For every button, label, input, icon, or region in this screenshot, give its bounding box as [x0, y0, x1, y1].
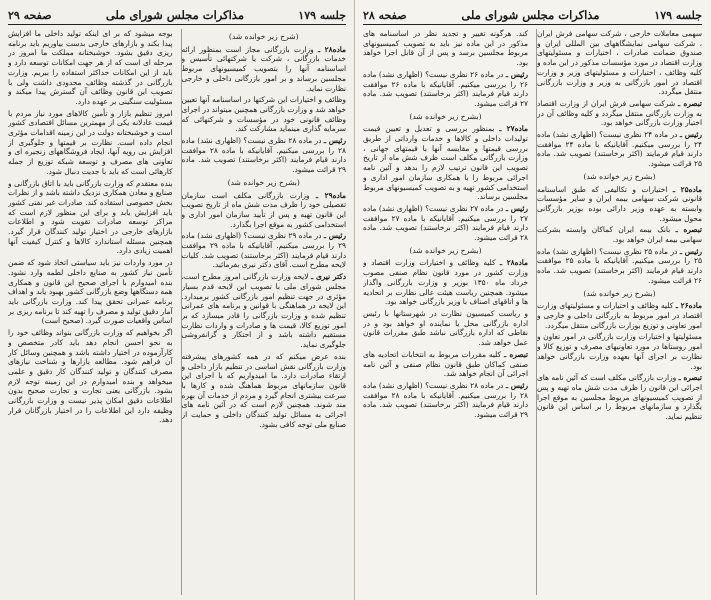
paragraph [8, 258, 173, 326]
paragraph [8, 29, 173, 107]
speaker-label: ماده۲۵ ـ [672, 184, 702, 194]
paragraph-text: در ماده ۲۴ نظری نیست؟ (اظهاری نشد) ماده ۲۴ را بررسی میکنیم. آقایانیکه با ماده ۲۴ موافقت دارند قیام فرمایند (اکثر برخاستند) تصویب شد. ماده ۲۵ قرائت میشود. [537, 130, 702, 169]
paragraph [537, 373, 702, 422]
reading-note: (بشرح زیر خوانده شد) [227, 177, 300, 187]
paragraph [182, 95, 347, 134]
paragraph-text: اگر بخواهیم که وزارت بازرگانی بتواند وظائف خود را به نحو احسن انجام دهد باید کادر متخصص و کارآزموده در اختیار داشته باشد و همچنین وسائل کار آن فراهم شود. مطالعه بازارها و شناخت نیازهای مصرف کنندگان و تولید کنندگان کار دقیق و علمی میخواهد و بنده امیدوارم در این زمینه توجه لازم بشود. بازرگانی یعنی تجارت و تجارت صحیح بدون اطلاعات دقیق امکان پذیر نیست و وزارت بازرگانی وظیفه دارد این اطلاعات را در اختیار بازرگانان قرار دهد. [8, 328, 173, 425]
paragraph [182, 191, 347, 230]
paragraph [537, 99, 702, 128]
paragraph [363, 309, 528, 348]
speaker-label: رئیس ـ [505, 69, 528, 79]
paragraph-text: وزارت بازرگانی مکلف است سازمان تفصیلی خود را ظرف مدت شش ماه از تاریخ تصویب این قانون تهیه و پس از تأیید سازمان امور اداری و استخدامی کشور به موقع اجرا بگذارد. [181, 190, 346, 229]
paragraph [182, 352, 347, 430]
paragraph-text: کلیه وظائف و اختیارات وزارت اقتصاد و وزارت کشور در مورد قانون نظام صنفی مصوب خرداد ماه ۱۳۵۰ بوزیر و وزارت بازرگانی واگذار میشود. همچنین ریاست هیئت عالی نظارت بر اتحادیه ها و اتاقهای اصناف با وزیر بازرگانی خواهد بود. [363, 258, 528, 307]
paragraph [182, 45, 347, 94]
speaker-label: ماده۲۸ ـ [499, 258, 528, 268]
paragraph-text: در ماده ۲۹ نظری نیست؟ (اظهاری نشد) ماده ۲۹ را بررسی میکنیم. آقایانیکه با ماده ۲۹ موافقت دارند قیام فرمایند (اکثر برخاستند) تصویب شد. کلیات لایحه مطرح است. آقای دکتر نیری بفرمائید. [181, 231, 346, 270]
paragraph-text: اختیارات و تکالیفی که طبق اساسنامه قانونی شرکت سهامی بیمه ایران و سایر مؤسسات وابسته به عهده وزیر دارائی بوده بوزیر بازرگانی محول میشود. [537, 184, 702, 223]
reading-note: (بشرح زیر خوانده شد) [583, 171, 656, 181]
paragraph-text: در ماده ۲۷ نظری نیست؟ (اظهاری نشد) ماده ۲۷ را بررسی میکنیم. آقایانیکه با ماده ۲۷ موافقت دارند قیام فرمایند (اکثر برخاستند) تصویب شد. ماده ۲۸ قرائت میشود. [363, 203, 528, 243]
reading-note: (شرح زیر خوانده شد) [228, 32, 299, 41]
paragraph [363, 258, 528, 307]
page-header [363, 6, 702, 25]
paragraph [8, 328, 173, 425]
publication-title: مذاکرات مجلس شورای ملی [105, 8, 245, 22]
paragraph [182, 231, 347, 270]
paragraph-text: در ماده ۲۵ نظری نیست؟ (اظهاری نشد) ماده ۲۵ را بررسی میکنیم. آقایانیکه با ماده ۲۵ موافقت دارند قیام فرمایند (اکثر برخاستند) تصویب شد. ماده ۲۶ قرائت میشود. [537, 246, 702, 285]
speaker-label: رئیس ـ [505, 380, 528, 390]
paragraph-text: وزارت بازرگانی مکلف است که آئین نامه های اجرائی این قانون را ظرف مدت شش ماه تهیه و پس از تصویب کمیسیونهای مربوط مجلسین به موقع اجرا بگذارد و سازمانهای مربوط را بر اساس این قانون تنظیم نماید. [537, 373, 702, 422]
paragraph-text: وزارت بازرگانی مجاز است بمنظور ارائه خدمات بازرگانی ، شرکت یا شرکتهائی تأسیس و اساسنامه آنها را بتصویب کمیسیونهای مربوط مجلسین برساند و بر امور بازرگانی داخلی و خارجی نظارت نماید. [181, 44, 346, 93]
speaker-label: دکتر نیری ـ [311, 272, 346, 282]
paragraph-text: بنده عرض میکنم که در همه کشورهای پیشرفته وزارت بازرگانی نقش اساسی در تنظیم بازار داخلی و ارتقاء صادرات دارد. ما امیدواریم که با اجرای این قانون سازمانهای مربوط هماهنگ شده و کارها با سرعت بیشتری انجام گیرد و مردم از خدمات آن بهره مند شوند. همچنین لازم است که در آئین نامه های اجرائی به مسائل تولید کنندگان داخلی و حمایت از صنایع ملی توجه کافی بشود. [181, 351, 346, 429]
speaker-label: رئیس ـ [323, 231, 346, 241]
speaker-label: ماده۲۷ ـ [499, 124, 528, 134]
speaker-label: رئیس ـ [505, 203, 528, 213]
paragraph [537, 225, 702, 244]
paragraph [182, 272, 347, 350]
paragraph-text: در ماده ۲۸ نظری نیست؟ (اظهاری نشد) ماده ۲۸ را بررسی میکنیم. آقایانیکه با ماده ۲۸ موافقت دارند قیام فرمایند (اکثر برخاستند) تصویب شد. ماده ۲۹ قرائت میشود. [363, 380, 528, 420]
speaker-label: ماده۲۶ ـ [675, 301, 702, 311]
paragraph-text: امروز تنظیم بازار و تأمین کالاهای مورد نیاز مردم با قیمت عادلانه یکی از مهمترین مسائل اقتصادی کشور است و خوشبختانه دولت در این زمینه اقدامات مؤثری انجام داده است. نظارت بر قیمتها و جلوگیری از افزایش بی رویه آنها، ایجاد فروشگاههای زنجیره ای و تعاونی های مصرف و توسعه شبکه توزیع از جمله کارهائی است که باید با جدیت دنبال شود. [8, 108, 173, 176]
text-column-left [8, 29, 173, 595]
paragraph [8, 109, 173, 177]
publication-title: مذاکرات مجلس شورای ملی [461, 8, 600, 22]
speaker-label: رئیس ـ [679, 246, 702, 256]
paragraph-text: مسئولیتها و اختیارات وزارت بازرگانی در امور تعاون و امور روستاها در مورد تعاونیهای مصرف و توزیع کالا و نظارت بر اجرای آنها بعهده وزارت بازرگانی خواهد بود. [537, 332, 702, 371]
paragraph [537, 130, 702, 169]
text-column-right [536, 29, 702, 595]
paragraph [363, 124, 528, 202]
paragraph-text: بانک بیمه ایران کماکان وابسته بشرکت سهامی بیمه ایران خواهد بود. [537, 225, 702, 245]
reading-note: (بشرح زیر خوانده شد) [583, 288, 656, 298]
text-columns [363, 29, 702, 595]
paragraph-text: لایحه وزارت بازرگانی امروز مطرح است، مجلس شورای ملی با تصویب این لایحه قدم بسیار مؤثری در جهت تنظیم امور بازرگانی کشور برمیدارد. این لایحه در هماهنگی با قوانین و برنامه های عمرانی تنظیم شده و وزارت بازرگانی را قادر میسازد که بر امور توزیع کالا، قیمت ها و صادرات و واردات نظارت مستقیم داشته باشد و از احتکار و گرانفروشی جلوگیری نماید. [181, 272, 346, 350]
paragraph [363, 350, 528, 379]
speaker-label: رئیس ـ [679, 130, 702, 140]
reading-note: (بشرح زیر خوانده شد) [409, 245, 482, 255]
paragraph-text: بمنظور بررسی و تعدیل و تعیین قیمت تولیدات داخلی و کالاها و خدمات وارداتی از طریق بررسی قیمتها و مقایسه آنها با قیمتهای جهانی ، وزارت بازرگانی مکلف است ظرف شش ماه از تاریخ تصویب این قانون ترتیب لازم را بدهد و آئین نامه اجرائی مربوط را با همکاری سازمان امور اداری و استخدامی کشور تهیه و به تصویب کمیسیونهای مربوط مجلسین برساند. [363, 124, 528, 202]
paragraph-text: و ریاست کمیسیون نظارت در شهرستانها با رئیس اداره بازرگانی محل یا نماینده او خواهد بود و در نقاطی که اداره بازرگانی نباشد طبق مقررات قانون عمل خواهد شد. [363, 308, 528, 348]
page-number: صفحه ۲۸ [363, 8, 407, 22]
paragraph-text: کلیه وظائف و اختیارات و مسئولیتهای وزارت اقتصاد در امور مربوط به بازرگانی داخلی و خارجی و امور تعاونی و توزیع بوزارت بازرگانی منتقل میگردد. [537, 301, 702, 330]
paragraph [537, 185, 702, 224]
page-29 [0, 0, 355, 600]
speaker-label: تبصره ـ [675, 225, 702, 235]
speaker-label: تبصره ـ [504, 349, 528, 359]
page-header [8, 6, 346, 25]
paragraph [363, 70, 528, 109]
paragraph [537, 247, 702, 286]
speaker-label: رئیس ـ [323, 136, 346, 146]
paragraph-text: سهمی معاملات خارجی ، شرکت سهامی فرش ایران ، شرکت سهامی نمایشگاههای بین المللی ایران و صندوق ضمانت صادرات ، اختیارات و مسئولیتهای وزارت اقتصاد در مورد مؤسسات مذکور در این ماده و کلیه وظائف ، اختیارات و مسئولیتهای وزیر و وزارت اقتصاد در امور بازرگانی به وزیر و وزارت بازرگانی منتقل میگردد. [537, 29, 702, 97]
speaker-label: تبصره ـ [678, 373, 702, 383]
paragraph-text: شرکت سهامی فرش ایران از وزارت اقتصاد به وزارت بازرگانی منتقل میگردد و کلیه وظائف آن در اختیار وزارت بازرگانی خواهد بود. [537, 98, 702, 128]
paragraph [182, 136, 347, 175]
paragraph [537, 301, 702, 330]
page-number: صفحه ۲۹ [8, 8, 52, 22]
session-label: جلسه ۱۷۹ [654, 8, 702, 22]
page-28 [355, 0, 710, 600]
paragraph [8, 179, 173, 257]
paragraph-text: بوجه میشود که بر ای اینکه تولید داخلی ما افزایش پیدا بکند و بازارهای خارجی بدست بیاوریم باید برنامه ریزی دقیق بشود. خوشبختانه مملکت ما امروز در مرحله ای است که از هر جهت امکانات توسعه دارد و باید از این امکانات حداکثر استفاده را ببریم. وزارت بازرگانی در گذشته وظائف محدودی داشت ولی با تصویب این قانون وظائف آن گسترش پیدا میکند و مسئولیت سنگینی بر عهده دارد. [8, 29, 173, 106]
paragraph-text: کلیه مقررات مربوط به انتخابات اتحادیه های صنفی کماکان طبق قانون نظام صنفی و آئین نامه اجرائی آن انجام خواهد شد. [363, 349, 528, 379]
paragraph [363, 29, 528, 68]
reading-note: (بشرح زیر خوانده شد) [409, 111, 482, 121]
paragraph [363, 204, 528, 243]
paragraph-text: در ماده ۲۸ نظری نیست؟ (اظهاری نشد) ماده ۲۸ را بررسی میکنیم. آقایانیکه با ماده ۲۸ موافقت دارند قیام فرمایند (اکثر برخاستند) تصویب شد. ماده ۲۹ قرائت میشود. [181, 136, 346, 175]
paragraph-text: در مورد واردات نیز باید سیاستی اتخاذ شود که ضمن تأمین نیاز کشور به صنایع داخلی لطمه وارد نشود. بنده امیدوارم با اجرای صحیح این قانون و همکاری همه دستگاهها وضع بازرگانی کشور بهبود یابد و اهداف برنامه عمرانی تحقق پیدا کند. وزارت بازرگانی باید آمار دقیق تولید و مصرف را تهیه کند تا برنامه ریزی بر اساس واقعیات صورت گیرد. (صحیح است) [8, 258, 173, 326]
paragraph-text: در ماده ۲۶ نظری نیست؟ (اظهاری نشد) ماده ۲۶ را بررسی میکنیم. آقایانیکه با ماده ۲۶ موافقت دارند قیام فرمایند (اکثر برخاستند) تصویب شد. ماده ۲۷ قرائت میشود. [363, 69, 528, 108]
paragraph-text: کند. هرگونه تغییر و تجدید نظر در اساسنامه های مذکور در این ماده نیز باید به تصویب کمیسیونهای مربوط مجلسین برسد و پس از آن قابل اجرا خواهد بود. [363, 29, 528, 68]
paragraph-text: بنده معتقدم که وزارت بازرگانی باید با اتاق بازرگانی و صنایع و معادن همکاری نزدیک داشته باشد و از نظرات بخش خصوصی استفاده کند. صادرات غیر نفتی کشور باید افزایش یابد و برای این منظور لازم است که مراکز توسعه صادرات تقویت شود و اطلاعات بازارهای خارجی در اختیار تولید کنندگان قرار گیرد. همچنین مسئله استاندارد کالاها و کنترل کیفیت آنها اهمیت زیادی دارد. [8, 178, 173, 256]
speaker-label: تبصره ـ [678, 98, 702, 108]
speaker-label: ماده۲۸ ـ [318, 44, 346, 54]
speaker-label: ماده۲۹ ـ [315, 190, 346, 200]
session-label: جلسه ۱۷۹ [298, 8, 346, 22]
paragraph [537, 332, 702, 371]
paragraph [363, 381, 528, 420]
text-column-left [363, 29, 528, 595]
text-column-right [181, 29, 347, 595]
paragraph-text: وظائف و اختیارات این شرکتها در اساسنامه آنها تعیین خواهد شد و وزارت بازرگانی همچنین میتواند در اجرای وظائف قانونی خود در مؤسسات و شرکتهائی که سرمایه گذاری مینماید مشارکت کند. [181, 95, 346, 134]
paragraph [537, 29, 702, 97]
text-columns [8, 29, 346, 595]
